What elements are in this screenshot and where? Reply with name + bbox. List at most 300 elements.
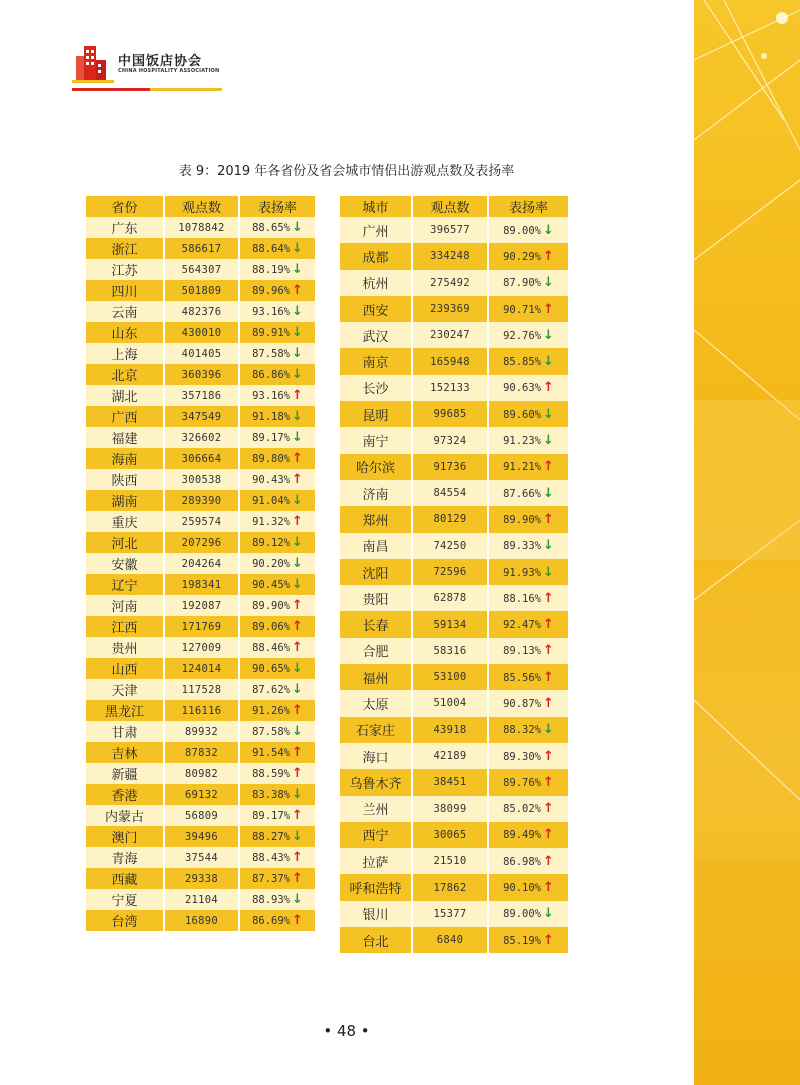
region-name: 广州: [340, 217, 412, 243]
table-row: [86, 532, 315, 553]
table-row: [86, 217, 315, 238]
trend-up-icon: ↑: [292, 388, 303, 403]
praise-rate-cell: [239, 658, 315, 679]
table-row: [340, 348, 568, 374]
region-name: 拉萨: [340, 848, 412, 874]
region-name: 云南: [86, 301, 164, 322]
praise-rate-cell: [239, 637, 315, 658]
praise-rate: 89.06%: [252, 621, 291, 633]
table-row: [340, 375, 568, 401]
review-count: 53100: [412, 664, 488, 690]
review-count: 357186: [164, 385, 239, 406]
trend-down-icon: ↓: [543, 433, 554, 449]
region-name: 湖北: [86, 385, 164, 406]
table-row: [86, 259, 315, 280]
praise-rate-cell: [488, 638, 568, 664]
review-count: 37544: [164, 847, 239, 868]
praise-rate-cell: [488, 348, 568, 374]
praise-rate: 87.37%: [252, 873, 291, 885]
region-name: 合肥: [340, 638, 412, 664]
trend-down-icon: ↓: [292, 346, 303, 361]
praise-rate-cell: [239, 427, 315, 448]
region-name: 银川: [340, 901, 412, 927]
praise-rate-cell: [488, 506, 568, 532]
table-row: [86, 910, 315, 931]
praise-rate: 89.90%: [503, 513, 542, 526]
trend-up-icon: ↑: [543, 248, 554, 264]
review-count: 259574: [164, 511, 239, 532]
praise-rate: 86.69%: [252, 915, 291, 927]
review-count: 15377: [412, 901, 488, 927]
region-name: 山西: [86, 658, 164, 679]
table-row: [86, 637, 315, 658]
praise-rate: 89.00%: [503, 224, 542, 237]
praise-rate-cell: [239, 448, 315, 469]
praise-rate: 88.93%: [252, 894, 291, 906]
review-count: 89932: [164, 721, 239, 742]
header-divider-accent: [150, 88, 222, 91]
praise-rate: 87.58%: [252, 726, 291, 738]
review-count: 326602: [164, 427, 239, 448]
table-row: [340, 401, 568, 427]
trend-up-icon: ↑: [543, 880, 554, 896]
table-row: [340, 506, 568, 532]
trend-up-icon: ↑: [543, 301, 554, 317]
praise-rate: 89.30%: [503, 750, 542, 763]
review-count: 30065: [412, 822, 488, 848]
table-row: [86, 826, 315, 847]
region-name: 广东: [86, 217, 164, 238]
praise-rate: 90.43%: [252, 474, 291, 486]
region-name: 呼和浩特: [340, 874, 412, 900]
review-count: 72596: [412, 559, 488, 585]
praise-rate: 91.93%: [503, 566, 542, 579]
praise-rate: 89.33%: [503, 540, 542, 553]
table-row: [86, 700, 315, 721]
trend-down-icon: ↓: [543, 538, 554, 554]
region-name: 南昌: [340, 533, 412, 559]
trend-down-icon: ↓: [292, 220, 303, 235]
review-count: 58316: [412, 638, 488, 664]
review-count: 43918: [412, 717, 488, 743]
table-row: [340, 270, 568, 296]
praise-rate-cell: [239, 616, 315, 637]
praise-rate-cell: [239, 322, 315, 343]
praise-rate-cell: [239, 721, 315, 742]
table-row: [86, 301, 315, 322]
table-row: [340, 322, 568, 348]
praise-rate: 90.71%: [503, 303, 542, 316]
region-name: 四川: [86, 280, 164, 301]
review-count: 84554: [412, 480, 488, 506]
table-row: [340, 717, 568, 743]
trend-down-icon: ↓: [292, 493, 303, 508]
praise-rate-cell: [488, 664, 568, 690]
trend-down-icon: ↓: [292, 682, 303, 697]
table-row: [86, 490, 315, 511]
region-name: 陕西: [86, 469, 164, 490]
praise-rate: 89.91%: [252, 327, 291, 339]
trend-down-icon: ↓: [292, 409, 303, 424]
region-name: 重庆: [86, 511, 164, 532]
praise-rate-cell: [239, 301, 315, 322]
table-row: [86, 511, 315, 532]
trend-up-icon: ↑: [543, 617, 554, 633]
review-count: 56809: [164, 805, 239, 826]
praise-rate: 88.65%: [252, 222, 291, 234]
table-row: [340, 638, 568, 664]
praise-rate-cell: [488, 533, 568, 559]
praise-rate-cell: [239, 784, 315, 805]
review-count: 289390: [164, 490, 239, 511]
praise-rate-cell: [488, 611, 568, 637]
table-row: [340, 927, 568, 953]
review-count: 152133: [412, 375, 488, 401]
review-count: 275492: [412, 270, 488, 296]
region-name: 湖南: [86, 490, 164, 511]
trend-up-icon: ↑: [543, 511, 554, 527]
trend-up-icon: ↑: [543, 380, 554, 396]
table-row: [86, 868, 315, 889]
praise-rate: 89.00%: [503, 908, 542, 921]
review-count: 204264: [164, 553, 239, 574]
table-row: [340, 427, 568, 453]
review-count: 300538: [164, 469, 239, 490]
table-row: [86, 427, 315, 448]
region-name: 西藏: [86, 868, 164, 889]
table-row: [86, 595, 315, 616]
region-name: 澳门: [86, 826, 164, 847]
region-name: 台湾: [86, 910, 164, 931]
table-row: [86, 889, 315, 910]
table-row: [86, 238, 315, 259]
region-name: 安徽: [86, 553, 164, 574]
region-name: 内蒙古: [86, 805, 164, 826]
praise-rate-cell: [488, 690, 568, 716]
table-row: [340, 664, 568, 690]
review-count: 21104: [164, 889, 239, 910]
trend-up-icon: ↑: [292, 598, 303, 613]
region-name: 昆明: [340, 401, 412, 427]
praise-rate: 88.46%: [252, 642, 291, 654]
region-name: 青海: [86, 847, 164, 868]
praise-rate-cell: [488, 296, 568, 322]
praise-rate-cell: [239, 826, 315, 847]
praise-rate-cell: [239, 385, 315, 406]
review-count: 97324: [412, 427, 488, 453]
praise-rate: 93.16%: [252, 306, 291, 318]
region-name: 河南: [86, 595, 164, 616]
trend-up-icon: ↑: [292, 850, 303, 865]
review-count: 306664: [164, 448, 239, 469]
region-name: 石家庄: [340, 717, 412, 743]
review-count: 360396: [164, 364, 239, 385]
praise-rate: 87.90%: [503, 277, 542, 290]
trend-up-icon: ↑: [292, 871, 303, 886]
trend-up-icon: ↑: [292, 451, 303, 466]
trend-up-icon: ↑: [543, 695, 554, 711]
region-name: 郑州: [340, 506, 412, 532]
column-header: 表扬率: [488, 196, 568, 217]
region-name: 上海: [86, 343, 164, 364]
review-count: 586617: [164, 238, 239, 259]
praise-rate: 88.16%: [503, 592, 542, 605]
trend-up-icon: ↑: [292, 913, 303, 928]
review-count: 430010: [164, 322, 239, 343]
praise-rate: 87.66%: [503, 487, 542, 500]
region-name: 台北: [340, 927, 412, 953]
praise-rate-cell: [488, 874, 568, 900]
review-count: 207296: [164, 532, 239, 553]
praise-rate: 88.27%: [252, 831, 291, 843]
table-row: [86, 679, 315, 700]
praise-rate-cell: [239, 343, 315, 364]
region-name: 广西: [86, 406, 164, 427]
praise-rate-cell: [239, 259, 315, 280]
praise-rate-cell: [239, 490, 315, 511]
review-count: 117528: [164, 679, 239, 700]
review-count: 38451: [412, 769, 488, 795]
region-name: 天津: [86, 679, 164, 700]
table-row: [86, 658, 315, 679]
region-name: 武汉: [340, 322, 412, 348]
praise-rate-cell: [488, 927, 568, 953]
region-name: 西宁: [340, 822, 412, 848]
trend-up-icon: ↑: [543, 932, 554, 948]
table-row: [340, 901, 568, 927]
review-count: 124014: [164, 658, 239, 679]
review-count: 116116: [164, 700, 239, 721]
trend-up-icon: ↑: [292, 472, 303, 487]
praise-rate: 83.38%: [252, 789, 291, 801]
review-count: 334248: [412, 243, 488, 269]
praise-rate-cell: [488, 217, 568, 243]
praise-rate-cell: [488, 769, 568, 795]
trend-up-icon: ↑: [543, 827, 554, 843]
region-name: 江苏: [86, 259, 164, 280]
building-logo-icon: [72, 42, 116, 86]
praise-rate: 92.47%: [503, 619, 542, 632]
praise-rate: 89.90%: [252, 600, 291, 612]
praise-rate: 91.21%: [503, 461, 542, 474]
praise-rate-cell: [488, 270, 568, 296]
region-name: 杭州: [340, 270, 412, 296]
association-logo: [72, 42, 232, 92]
trend-up-icon: ↑: [543, 748, 554, 764]
trend-down-icon: ↓: [292, 367, 303, 382]
trend-up-icon: ↑: [292, 640, 303, 655]
trend-down-icon: ↓: [292, 325, 303, 340]
praise-rate: 91.04%: [252, 495, 291, 507]
region-name: 成都: [340, 243, 412, 269]
praise-rate: 90.10%: [503, 882, 542, 895]
region-name: 贵州: [86, 637, 164, 658]
praise-rate-cell: [239, 469, 315, 490]
region-name: 江西: [86, 616, 164, 637]
region-name: 太原: [340, 690, 412, 716]
table-row: [86, 784, 315, 805]
region-name: 贵阳: [340, 585, 412, 611]
table-row: [86, 469, 315, 490]
review-count: 17862: [412, 874, 488, 900]
table-row: [340, 585, 568, 611]
praise-rate: 89.80%: [252, 453, 291, 465]
praise-rate-cell: [488, 901, 568, 927]
review-count: 62878: [412, 585, 488, 611]
praise-rate: 85.02%: [503, 803, 542, 816]
region-name: 新疆: [86, 763, 164, 784]
review-count: 1078842: [164, 217, 239, 238]
review-count: 127009: [164, 637, 239, 658]
trend-down-icon: ↓: [292, 724, 303, 739]
review-count: 482376: [164, 301, 239, 322]
trend-up-icon: ↑: [292, 703, 303, 718]
praise-rate-cell: [239, 574, 315, 595]
praise-rate: 91.54%: [252, 747, 291, 759]
trend-down-icon: ↓: [292, 430, 303, 445]
praise-rate-cell: [239, 511, 315, 532]
trend-down-icon: ↓: [543, 275, 554, 291]
table-row: [86, 805, 315, 826]
region-name: 长沙: [340, 375, 412, 401]
praise-rate: 90.65%: [252, 663, 291, 675]
praise-rate-cell: [239, 595, 315, 616]
table-row: [340, 611, 568, 637]
region-name: 西安: [340, 296, 412, 322]
region-name: 兰州: [340, 796, 412, 822]
praise-rate: 85.85%: [503, 356, 542, 369]
region-name: 海南: [86, 448, 164, 469]
region-name: 北京: [86, 364, 164, 385]
trend-down-icon: ↓: [292, 892, 303, 907]
praise-rate: 89.96%: [252, 285, 291, 297]
praise-rate-cell: [488, 559, 568, 585]
table-row: [340, 796, 568, 822]
table-row: [340, 822, 568, 848]
praise-rate: 87.58%: [252, 348, 291, 360]
praise-rate: 89.76%: [503, 776, 542, 789]
table-row: [86, 280, 315, 301]
praise-rate-cell: [239, 910, 315, 931]
trend-down-icon: ↓: [292, 535, 303, 550]
praise-rate: 90.29%: [503, 250, 542, 263]
review-count: 198341: [164, 574, 239, 595]
logo-name-cn: 中国饭店协会: [118, 54, 203, 69]
trend-up-icon: ↑: [543, 853, 554, 869]
praise-rate-cell: [239, 406, 315, 427]
review-count: 21510: [412, 848, 488, 874]
praise-rate: 91.26%: [252, 705, 291, 717]
review-count: 69132: [164, 784, 239, 805]
page-number: • 48 •: [323, 1022, 370, 1040]
praise-rate: 92.76%: [503, 329, 542, 342]
praise-rate-cell: [488, 796, 568, 822]
review-count: 42189: [412, 743, 488, 769]
trend-up-icon: ↑: [292, 619, 303, 634]
region-name: 南宁: [340, 427, 412, 453]
review-count: 29338: [164, 868, 239, 889]
region-name: 山东: [86, 322, 164, 343]
praise-rate: 85.19%: [503, 934, 542, 947]
table-header-row: [340, 196, 568, 217]
review-count: 239369: [412, 296, 488, 322]
trend-down-icon: ↓: [292, 577, 303, 592]
praise-rate: 91.18%: [252, 411, 291, 423]
praise-rate-cell: [239, 868, 315, 889]
praise-rate: 91.32%: [252, 516, 291, 528]
trend-down-icon: ↓: [543, 906, 554, 922]
column-header: 观点数: [164, 196, 239, 217]
review-count: 51004: [412, 690, 488, 716]
column-header: 城市: [340, 196, 412, 217]
table-row: [340, 217, 568, 243]
praise-rate: 88.43%: [252, 852, 291, 864]
praise-rate: 85.56%: [503, 671, 542, 684]
praise-rate-cell: [239, 679, 315, 700]
review-count: 165948: [412, 348, 488, 374]
trend-up-icon: ↑: [543, 801, 554, 817]
trend-up-icon: ↑: [292, 283, 303, 298]
trend-down-icon: ↓: [543, 564, 554, 580]
trend-down-icon: ↓: [543, 222, 554, 238]
praise-rate: 88.19%: [252, 264, 291, 276]
praise-rate-cell: [239, 280, 315, 301]
review-count: 99685: [412, 401, 488, 427]
column-header: 省份: [86, 196, 164, 217]
table-row: [86, 385, 315, 406]
trend-up-icon: ↑: [543, 774, 554, 790]
praise-rate: 86.98%: [503, 855, 542, 868]
province-table: [86, 196, 315, 931]
review-count: 171769: [164, 616, 239, 637]
praise-rate-cell: [239, 217, 315, 238]
region-name: 福建: [86, 427, 164, 448]
praise-rate-cell: [239, 742, 315, 763]
praise-rate-cell: [488, 585, 568, 611]
praise-rate-cell: [488, 454, 568, 480]
trend-down-icon: ↓: [543, 327, 554, 343]
side-decoration-band: [694, 0, 800, 1085]
table-row: [340, 690, 568, 716]
review-count: 80982: [164, 763, 239, 784]
praise-rate-cell: [239, 364, 315, 385]
trend-down-icon: ↓: [292, 241, 303, 256]
review-count: 6840: [412, 927, 488, 953]
praise-rate-cell: [488, 822, 568, 848]
table-row: [340, 243, 568, 269]
table-row: [340, 769, 568, 795]
praise-rate-cell: [488, 480, 568, 506]
praise-rate-cell: [488, 375, 568, 401]
praise-rate: 89.17%: [252, 810, 291, 822]
region-name: 香港: [86, 784, 164, 805]
review-count: 74250: [412, 533, 488, 559]
praise-rate-cell: [488, 401, 568, 427]
table-row: [340, 454, 568, 480]
table-row: [340, 533, 568, 559]
praise-rate-cell: [239, 847, 315, 868]
praise-rate-cell: [488, 322, 568, 348]
review-count: 230247: [412, 322, 488, 348]
trend-down-icon: ↓: [292, 787, 303, 802]
region-name: 海口: [340, 743, 412, 769]
table-row: [86, 742, 315, 763]
praise-rate-cell: [239, 889, 315, 910]
trend-up-icon: ↑: [292, 766, 303, 781]
region-name: 河北: [86, 532, 164, 553]
column-header: 观点数: [412, 196, 488, 217]
logo-name-en: CHINA HOSPITALITY ASSOCIATION: [118, 68, 220, 74]
